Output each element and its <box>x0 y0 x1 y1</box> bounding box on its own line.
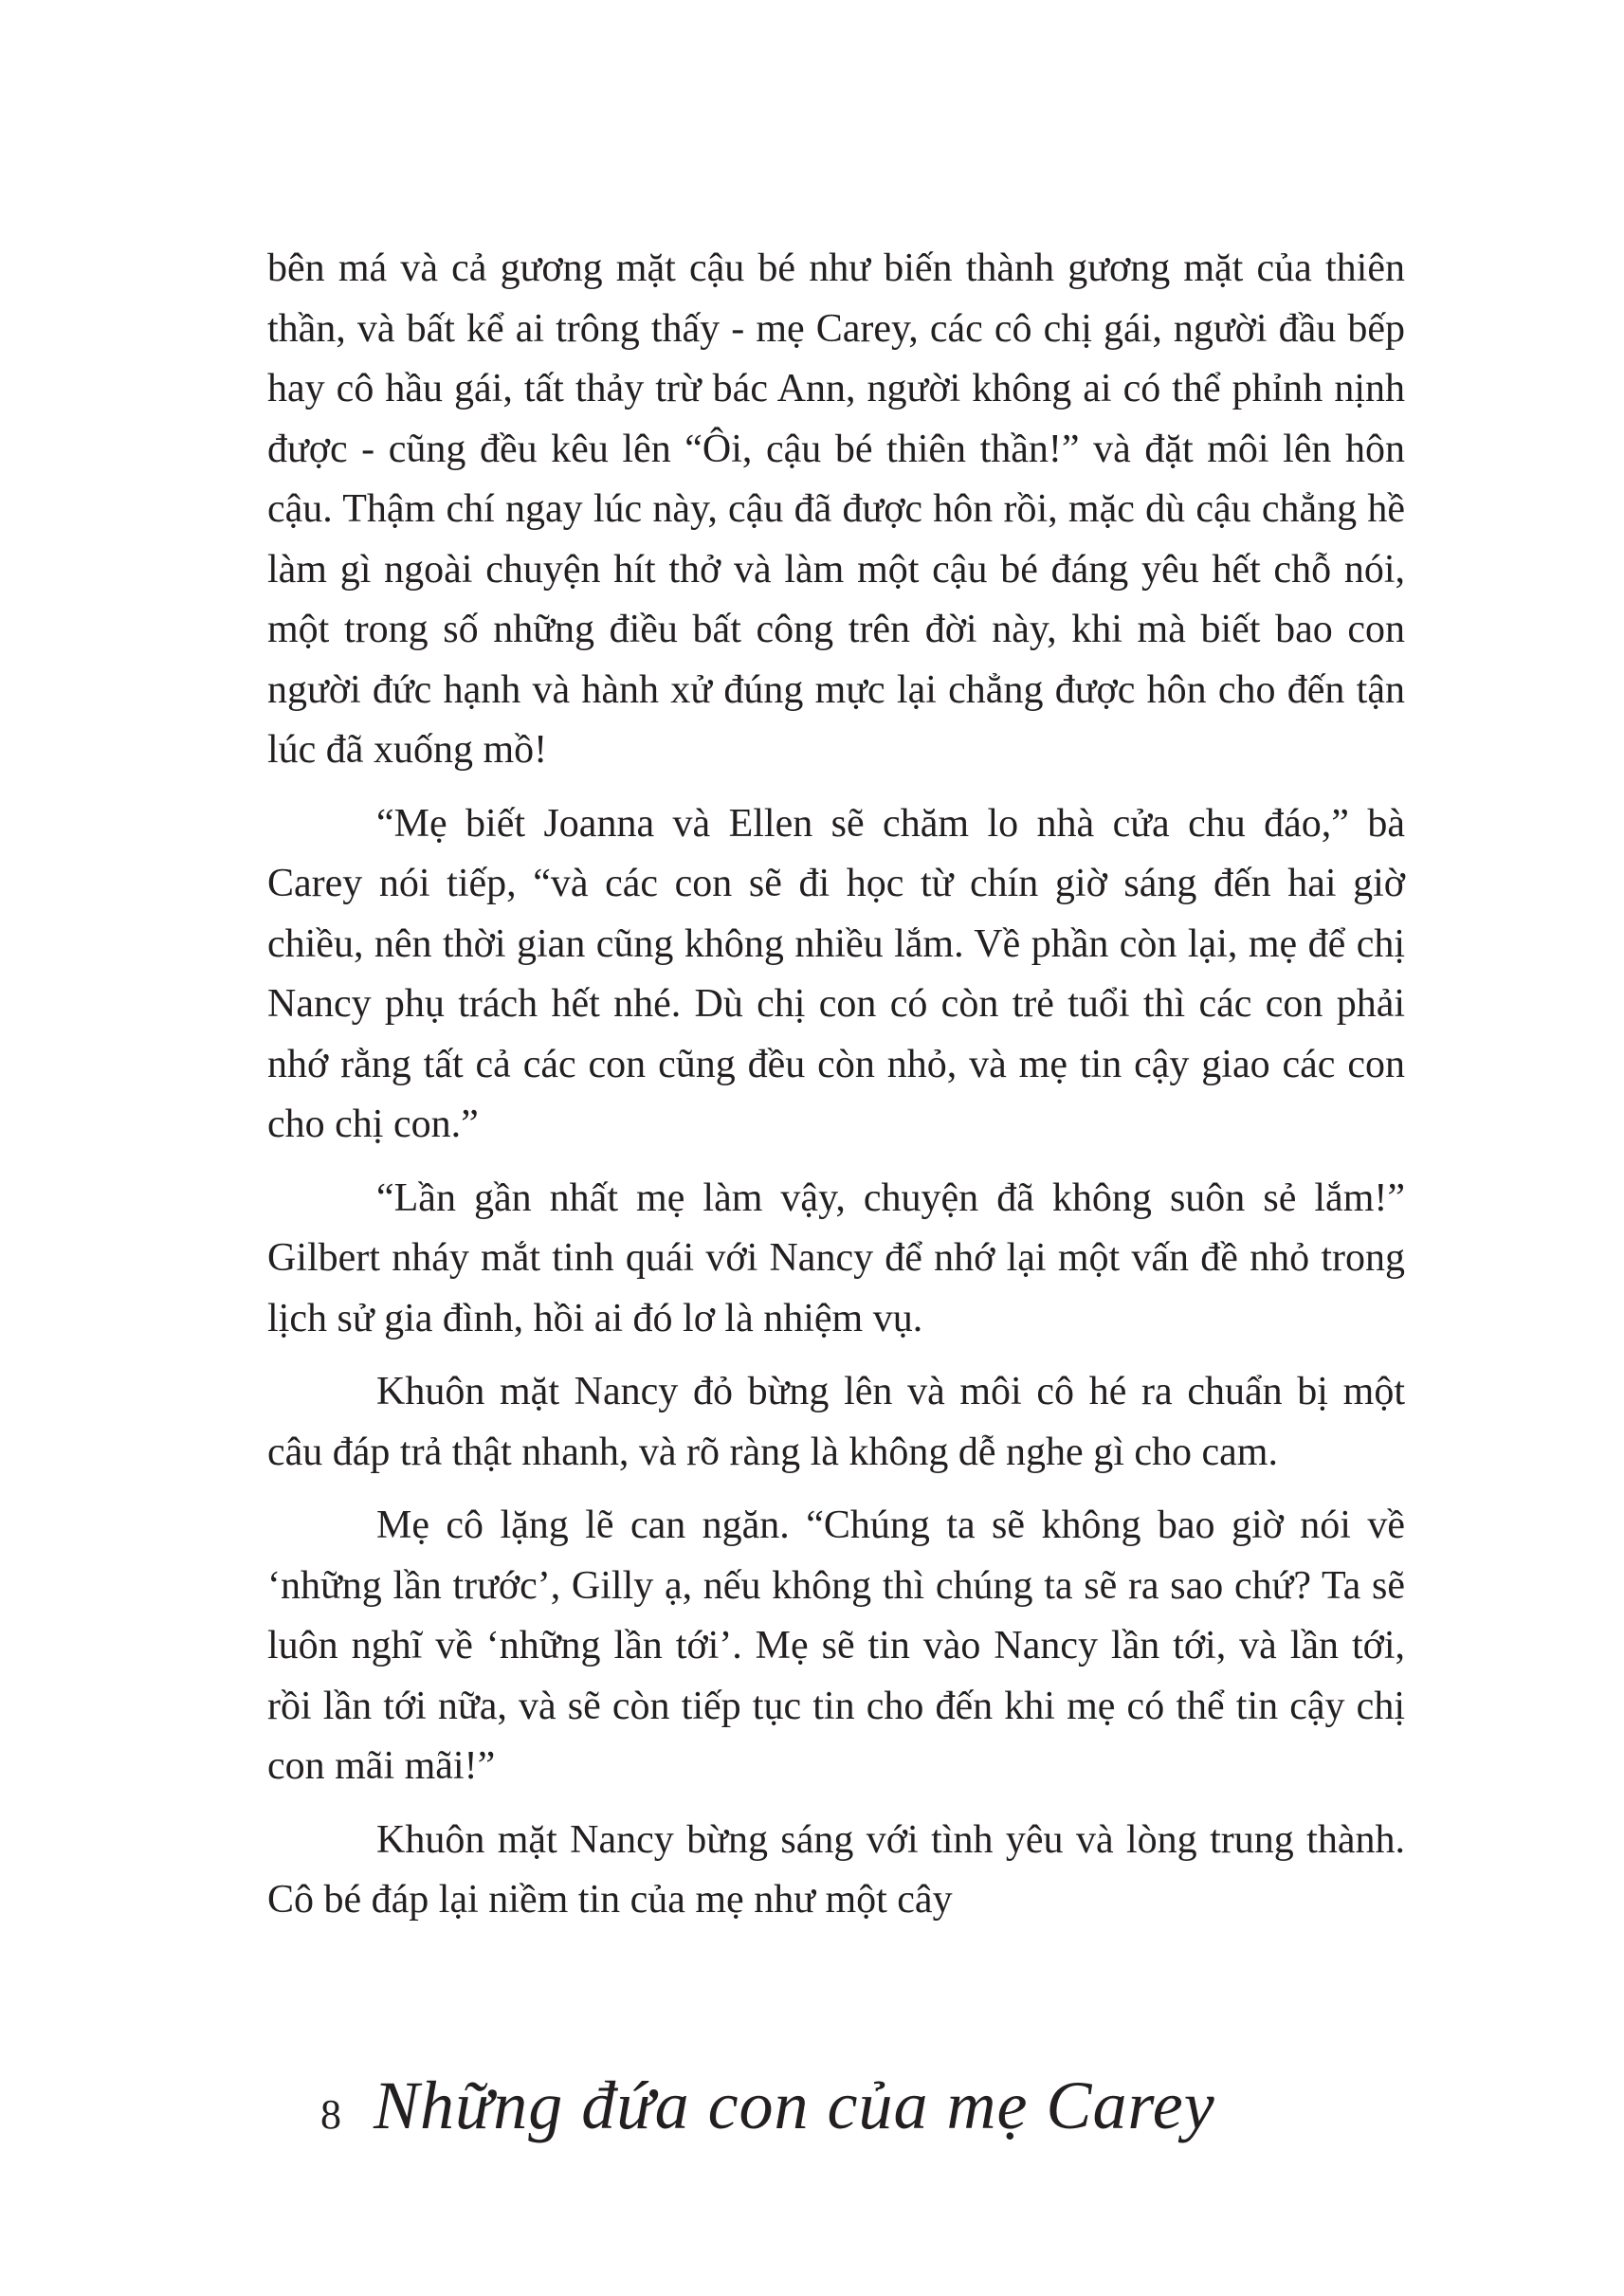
page-number: 8 <box>320 2091 341 2138</box>
page-footer <box>320 2067 1215 2161</box>
running-title: Những đứa con của mẹ Carey <box>374 2068 1215 2143</box>
body-text <box>267 239 1405 1944</box>
paragraph-gilbert-remark: “Lần gần nhất mẹ làm vậy, chuyện đã không suôn sẻ lắm!” Gilbert nháy mắt tinh quái với Nancy để nhớ lại một vấn đề nhỏ trong lịch sử gia đình, hồi ai đó lơ là nhiệm vụ. <box>267 1175 1405 1340</box>
paragraph-nancy-loyalty: Khuôn mặt Nancy bừng sáng với tình yêu và lòng trung thành. Cô bé đáp lại niềm tin của mẹ như một cây <box>267 1817 1405 1922</box>
paragraph-mother-speech: “Mẹ biết Joanna và Ellen sẽ chăm lo nhà cửa chu đáo,” bà Carey nói tiếp, “và các con sẽ đi học từ chín giờ sáng đến hai giờ chiều, nên thời gian cũng không nhiều lắm. Về phần còn lại, mẹ để chị Nancy phụ trách hết nhé. Dù chị con có còn trẻ tuổi thì các con phải nhớ rằng tất cả các con cũng đều còn nhỏ, và mẹ tin cậy giao các con cho chị con.” <box>267 801 1405 1146</box>
paragraph-continuation: bên má và cả gương mặt cậu bé như biến thành gương mặt của thiên thần, và bất kể ai trông thấy - mẹ Carey, các cô chị gái, người đầu bếp hay cô hầu gái, tất thảy trừ bác Ann, người không ai có thể phỉnh nịnh được - cũng đều kêu lên “Ôi, cậu bé thiên thần!” và đặt môi lên hôn cậu. Thậm chí ngay lúc này, cậu đã được hôn rồi, mặc dù cậu chẳng hề làm gì ngoài chuyện hít thở và làm một cậu bé đáng yêu hết chỗ nói, một trong số những điều bất công trên đời này, khi mà biết bao con người đức hạnh và hành xử đúng mực lại chẳng được hôn cho đến tận lúc đã xuống mồ! <box>267 246 1405 772</box>
paragraph-mother-reply: Mẹ cô lặng lẽ can ngăn. “Chúng ta sẽ không bao giờ nói về ‘những lần trước’, Gilly ạ, nếu không thì chúng ta sẽ ra sao chứ? Ta sẽ luôn nghĩ về ‘những lần tới’. Mẹ sẽ tin vào Nancy lần tới, và lần tới, rồi lần tới nữa, và sẽ còn tiếp tục tin cho đến khi mẹ có thể tin cậy chị con mãi mãi!” <box>267 1503 1405 1788</box>
paragraph-nancy-blush: Khuôn mặt Nancy đỏ bừng lên và môi cô hé ra chuẩn bị một câu đáp trả thật nhanh, và rõ ràng là không dễ nghe gì cho cam. <box>267 1370 1405 1474</box>
